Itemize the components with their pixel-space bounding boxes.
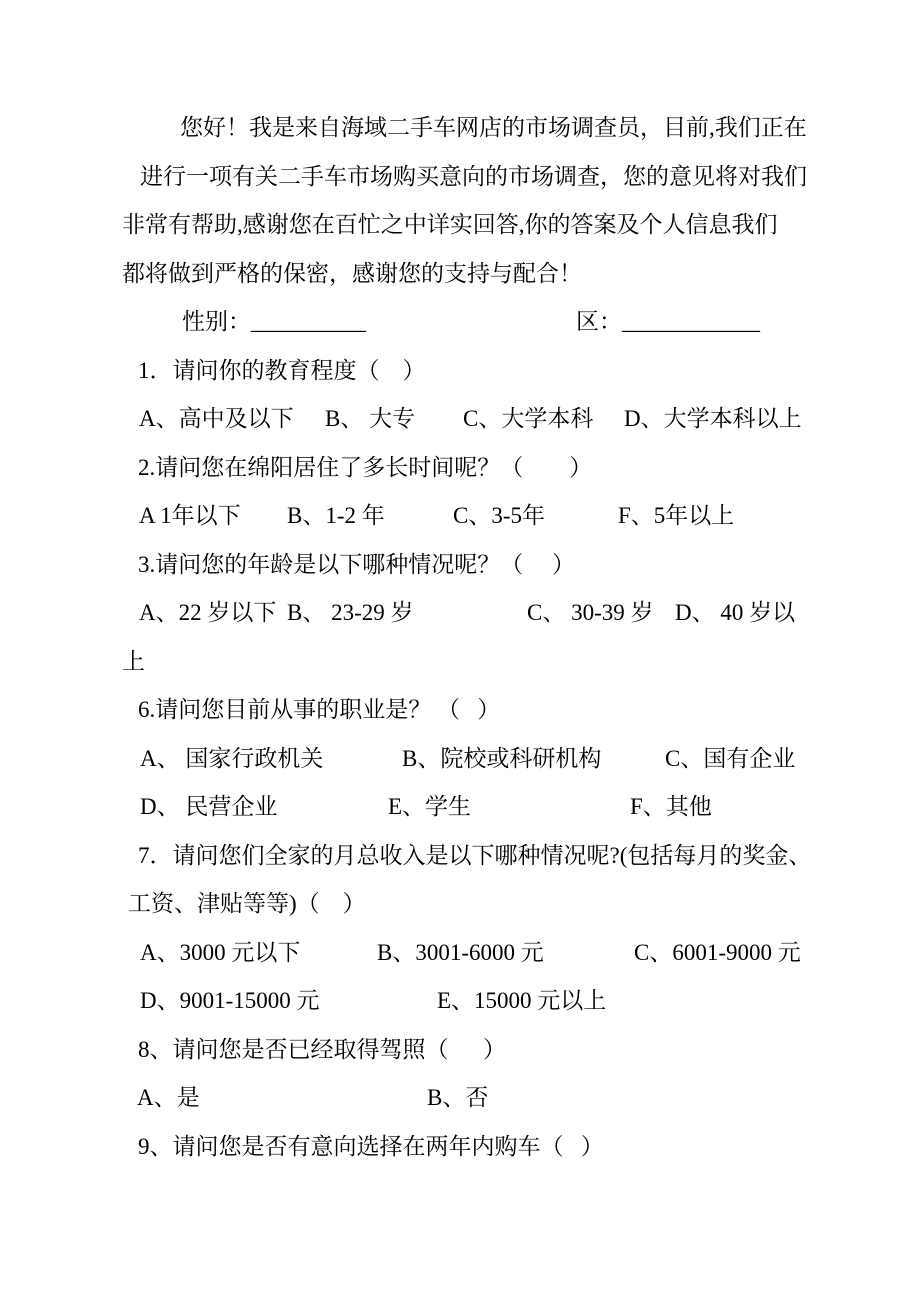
q6-option-b: B、院校或科研机构 (402, 745, 602, 771)
intro-line-2: 进行一项有关二手车市场购买意向的市场调查，您的意见将对我们 (140, 163, 807, 189)
q3-option-d: D、 40 岁以 (675, 600, 796, 625)
q2-option-b: B、1-2 年 (287, 503, 385, 528)
question-2: 2.请问您在绵阳居住了多长时间呢？（ ） (138, 454, 593, 480)
demographics-line (120, 298, 810, 347)
question-7-line-2: 工资、津贴等等)（ ） (128, 891, 366, 916)
q3-option-a: A、22 岁以下 (139, 600, 277, 625)
question-9: 9、请问您是否有意向选择在两年内购车（ ） (138, 1133, 604, 1159)
question-7-line-1: 7．请问您们全家的月总收入是以下哪种情况呢?(包括每月的奖金、 (138, 842, 812, 868)
gender-label: 性别： (182, 309, 251, 334)
q7-option-a: A、3000 元以下 (140, 939, 301, 965)
q3-option-c: C、 30-39 岁 (527, 600, 654, 625)
q6-option-a: A、 国家行政机关 (140, 745, 324, 771)
q6-option-d: D、 民营企业 (140, 794, 278, 819)
q2-option-a: A 1年以下 (139, 503, 241, 528)
q2-options-row (120, 492, 810, 541)
q8-options-row (120, 1074, 810, 1123)
question-8: 8、请问您是否已经取得驾照（ ） (138, 1036, 506, 1062)
q1-option-b: B、 大专 (325, 406, 416, 431)
q6-option-f: F、其他 (630, 794, 712, 819)
gender-field (182, 298, 366, 347)
q6-option-e: E、学生 (388, 794, 472, 819)
q8-option-a: A、是 (137, 1085, 200, 1110)
survey-document (120, 104, 810, 1171)
q1-option-d: D、大学本科以上 (624, 406, 802, 431)
q1-option-a: A、高中及以下 (139, 406, 294, 431)
district-field (576, 298, 760, 347)
q3-option-b: B、 23-29 岁 (287, 600, 414, 625)
q6-option-c: C、国有企业 (665, 745, 796, 771)
q2-option-f: F、5年以上 (618, 503, 735, 528)
district-blank-field[interactable]: ____________ (622, 309, 760, 334)
q7-option-b: B、3001-6000 元 (377, 939, 544, 965)
q1-options-row (120, 395, 810, 444)
intro-line-4: 都将做到严格的保密，感谢您的支持与配合！ (122, 260, 582, 286)
q7-options-row-2 (120, 977, 810, 1026)
q1-option-c: C、大学本科 (463, 406, 594, 431)
question-1: 1．请问你的教育程度（ ） (138, 357, 426, 383)
intro-line-1: 您好！我是来自海域二手车网店的市场调查员，目前,我们正在 (180, 115, 807, 140)
question-6: 6.请问您目前从事的职业是？ （ ） (138, 697, 501, 722)
q6-options-row-1 (120, 735, 810, 784)
intro-line-3: 非常有帮助,感谢您在百忙之中详实回答,你的答案及个人信息我们 (122, 212, 778, 237)
district-label: 区： (576, 309, 622, 334)
q3-options-row (120, 589, 810, 638)
q7-option-d: D、9001-15000 元 (140, 988, 320, 1013)
q3-option-d-overflow: 上 (122, 648, 145, 674)
q8-option-b: B、否 (427, 1085, 489, 1110)
q7-options-row-1 (120, 929, 810, 978)
q7-option-c: C、6001-9000 元 (634, 939, 801, 965)
question-3: 3.请问您的年龄是以下哪种情况呢？（ ） (138, 551, 575, 577)
q6-options-row-2 (120, 783, 810, 832)
q7-option-e: E、15000 元以上 (437, 988, 607, 1013)
gender-blank-field[interactable]: __________ (251, 309, 366, 334)
q2-option-c: C、3-5年 (453, 503, 545, 528)
